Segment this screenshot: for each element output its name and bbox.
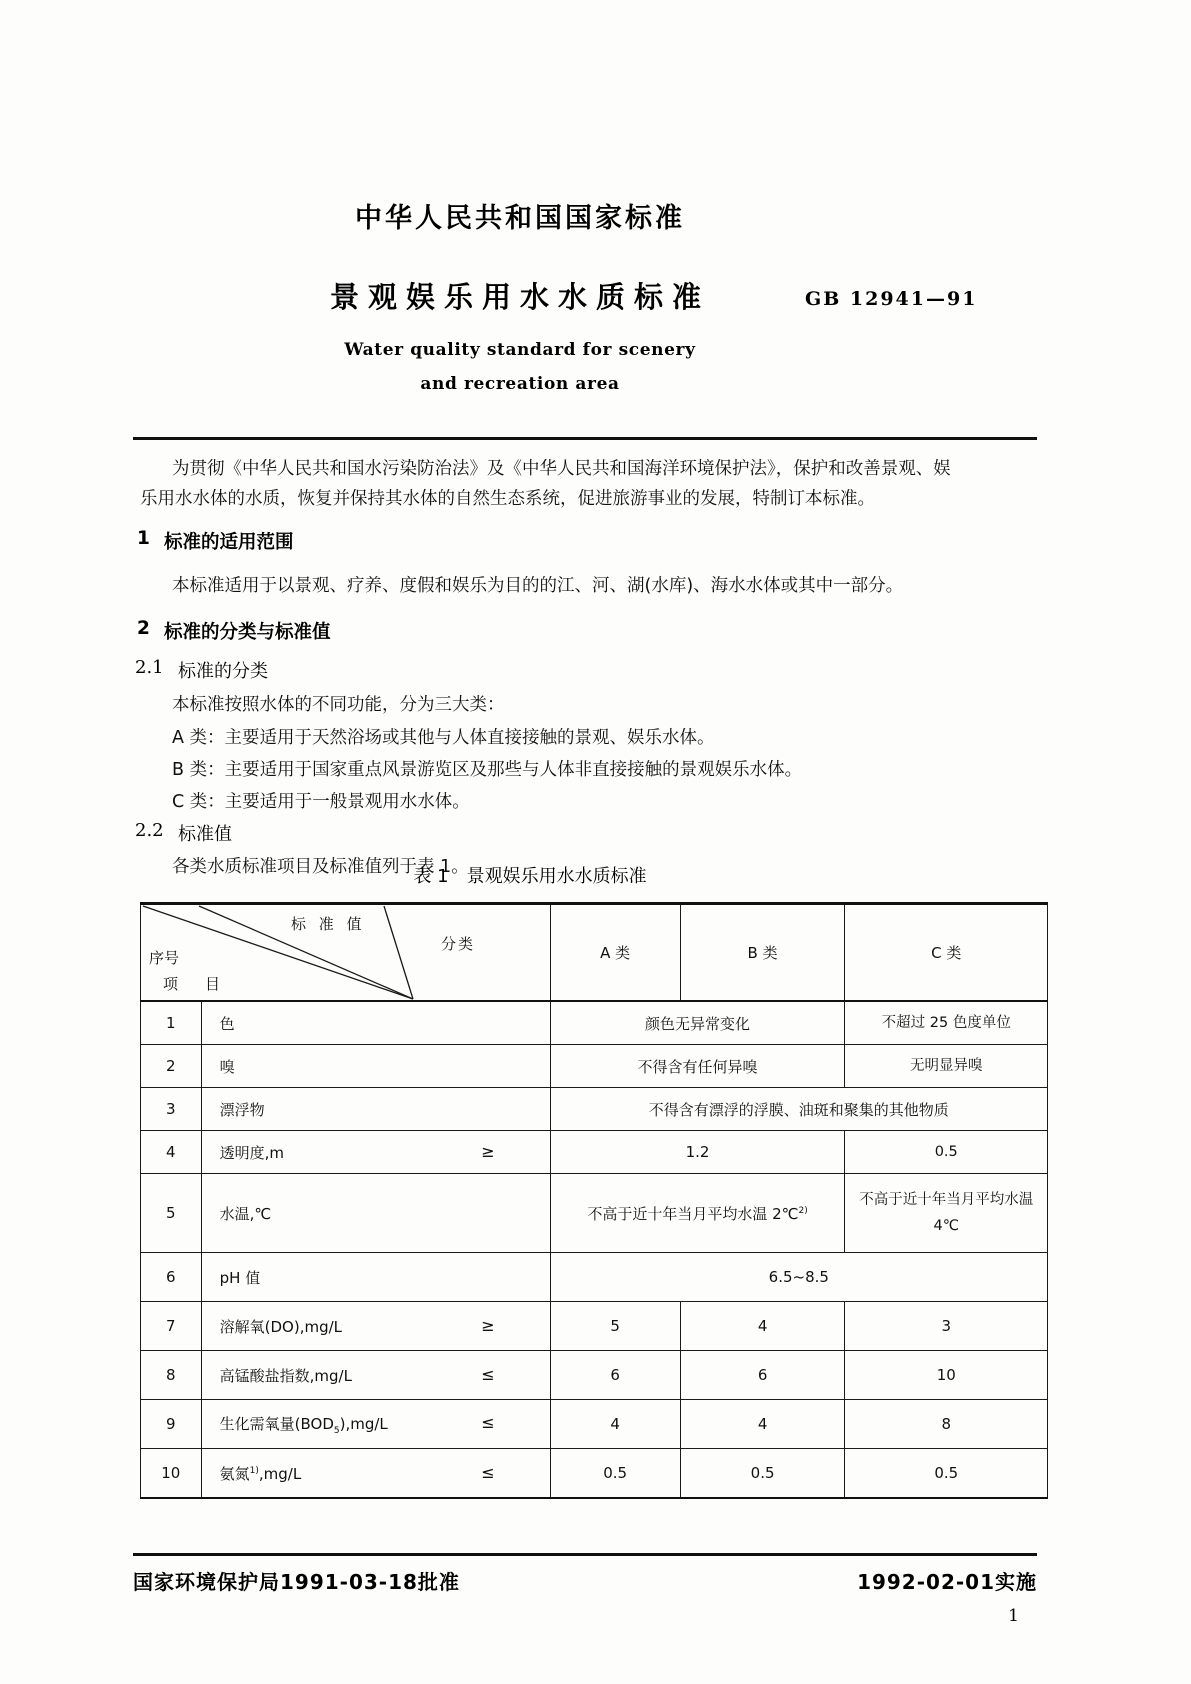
row-operator: ≤ <box>481 1412 495 1432</box>
row-item-name: 溶解氧(DO),mg/L ≥ <box>201 1302 550 1351</box>
table-row <box>141 1449 1048 1499</box>
section-2-2-title: 标准值 <box>178 824 232 845</box>
row-value-class-a: 0.5 <box>550 1449 680 1499</box>
english-title-line1: Water quality standard for scenery <box>344 340 696 360</box>
row-item-name: 水温,℃ <box>201 1174 550 1253</box>
corner-label-seq: 序号 <box>149 949 180 967</box>
water-quality-standard-table <box>140 902 1048 1499</box>
row-item-name: 色 <box>201 1001 550 1045</box>
row-sequence-number: 4 <box>141 1131 202 1174</box>
row-value-all-classes: 6.5~8.5 <box>550 1253 1047 1302</box>
section-1-title: 标准的适用范围 <box>164 532 294 553</box>
preamble-line-1: 为贯彻《中华人民共和国水污染防治法》及《中华人民共和国海洋环境保护法》，保护和改善景观、娱 <box>172 459 951 479</box>
row-value-all-classes: 不得含有漂浮的浮膜、油斑和聚集的其他物质 <box>550 1088 1047 1131</box>
column-header-c: C 类 <box>845 904 1048 1002</box>
corner-label-item: 项 目 <box>163 975 227 993</box>
table-row <box>141 1302 1048 1351</box>
row-value-class-a: 5 <box>550 1302 680 1351</box>
row-item-name: 漂浮物 <box>201 1088 550 1131</box>
row-item-name: 生化需氧量$(BOD_5),mg/L$ ≤ <box>201 1400 550 1449</box>
class-c-description: C 类：主要适用于一般景观用水水体。 <box>172 792 470 812</box>
row-sequence-number: 6 <box>141 1253 202 1302</box>
footer-divider-rule <box>133 1553 1037 1556</box>
column-header-b: B 类 <box>680 904 845 1002</box>
column-header-a: A 类 <box>550 904 680 1002</box>
row-sequence-number: 9 <box>141 1400 202 1449</box>
row-sequence-number: 5 <box>141 1174 202 1253</box>
section-1-body: 本标准适用于以景观、疗养、度假和娱乐为目的的江、河、湖(水库)、海水水体或其中一部分。 <box>172 576 904 596</box>
preamble-line-2: 乐用水水体的水质，恢复并保持其水体的自然生态系统，促进旅游事业的发展，特制订本标准。 <box>140 489 875 509</box>
section-2-title: 标准的分类与标准值 <box>164 622 331 643</box>
standard-number: GB 12941—91 <box>805 288 978 310</box>
row-value-class-b: 6 <box>680 1351 845 1400</box>
row-item-name: 高锰酸盐指数,mg/L ≤ <box>201 1351 550 1400</box>
section-1-number: 1 <box>137 528 150 549</box>
row-sequence-number: 10 <box>141 1449 202 1499</box>
row-value-class-b: 4 <box>680 1302 845 1351</box>
table-row <box>141 1253 1048 1302</box>
row-value-class-c: 不高于近十年当月平均水温 4℃ <box>845 1174 1048 1253</box>
row-value-class-a: 6 <box>550 1351 680 1400</box>
table-row <box>141 1351 1048 1400</box>
row-sequence-number: 2 <box>141 1045 202 1088</box>
table-corner-header <box>141 904 551 1002</box>
row-operator: ≤ <box>481 1364 495 1384</box>
table-caption: 表 1 景观娱乐用水水质标准 <box>413 866 647 887</box>
class-a-description: A 类：主要适用于天然浴场或其他与人体直接接触的景观、娱乐水体。 <box>172 728 715 748</box>
row-sequence-number: 3 <box>141 1088 202 1131</box>
row-value-class-b: 0.5 <box>680 1449 845 1499</box>
section-2-number: 2 <box>137 618 150 639</box>
row-operator: ≤ <box>481 1462 495 1482</box>
corner-label-standard-value: 标 准 值 <box>291 915 366 933</box>
table-header-row <box>141 904 1048 1002</box>
row-value-class-c: 无明显异嗅 <box>845 1045 1048 1088</box>
section-2-1-title: 标准的分类 <box>178 661 268 682</box>
row-sequence-number: 7 <box>141 1302 202 1351</box>
standard-issuer-heading: 中华人民共和国国家标准 <box>355 203 685 234</box>
table-row <box>141 1174 1048 1253</box>
row-value-class-ab: 颜色无异常变化 <box>550 1001 845 1045</box>
table-row <box>141 1088 1048 1131</box>
row-value-class-c: 0.5 <box>845 1131 1048 1174</box>
table-row <box>141 1400 1048 1449</box>
row-value-class-b: 4 <box>680 1400 845 1449</box>
header-divider-rule <box>133 437 1037 440</box>
row-value-class-ab: 不得含有任何异嗅 <box>550 1045 845 1088</box>
row-item-name: 透明度,m ≥ <box>201 1131 550 1174</box>
row-value-class-c: 3 <box>845 1302 1048 1351</box>
row-value-class-ab: 1.2 <box>550 1131 845 1174</box>
table-row <box>141 1001 1048 1045</box>
row-sequence-number: 8 <box>141 1351 202 1400</box>
row-value-class-c: 不超过 25 色度单位 <box>845 1001 1048 1045</box>
row-item-name: pH 值 <box>201 1253 550 1302</box>
row-value-class-c: 0.5 <box>845 1449 1048 1499</box>
implementation-statement: 1992-02-01实施 <box>857 1570 1037 1594</box>
row-sequence-number: 1 <box>141 1001 202 1045</box>
approval-statement: 国家环境保护局1991-03-18批准 <box>133 1570 460 1594</box>
table-row <box>141 1131 1048 1174</box>
section-2-1-number: 2.1 <box>135 657 164 678</box>
row-value-class-ab: 不高于近十年当月平均水温 2℃$^{2)}$ <box>550 1174 845 1253</box>
section-2-2-body: 各类水质标准项目及标准值列于表 1。 <box>172 857 469 877</box>
row-value-class-a: 4 <box>550 1400 680 1449</box>
page-number: 1 <box>1008 1606 1019 1626</box>
row-operator: ≥ <box>481 1315 495 1335</box>
row-item-name: 氨氮$^{1)}$,mg/L ≤ <box>201 1449 550 1499</box>
row-item-name: 嗅 <box>201 1045 550 1088</box>
class-b-description: B 类：主要适用于国家重点风景游览区及那些与人体非直接接触的景观娱乐水体。 <box>172 760 803 780</box>
row-value-class-c: 10 <box>845 1351 1048 1400</box>
english-title-line2: and recreation area <box>420 374 620 394</box>
corner-label-classification: 分类 <box>441 935 476 953</box>
section-2-2-number: 2.2 <box>135 820 164 841</box>
page-title: 景观娱乐用水水质标准 <box>329 280 710 314</box>
row-operator: ≥ <box>481 1141 495 1161</box>
section-2-1-body: 本标准按照水体的不同功能，分为三大类： <box>172 695 505 715</box>
table-row <box>141 1045 1048 1088</box>
row-value-class-c: 8 <box>845 1400 1048 1449</box>
